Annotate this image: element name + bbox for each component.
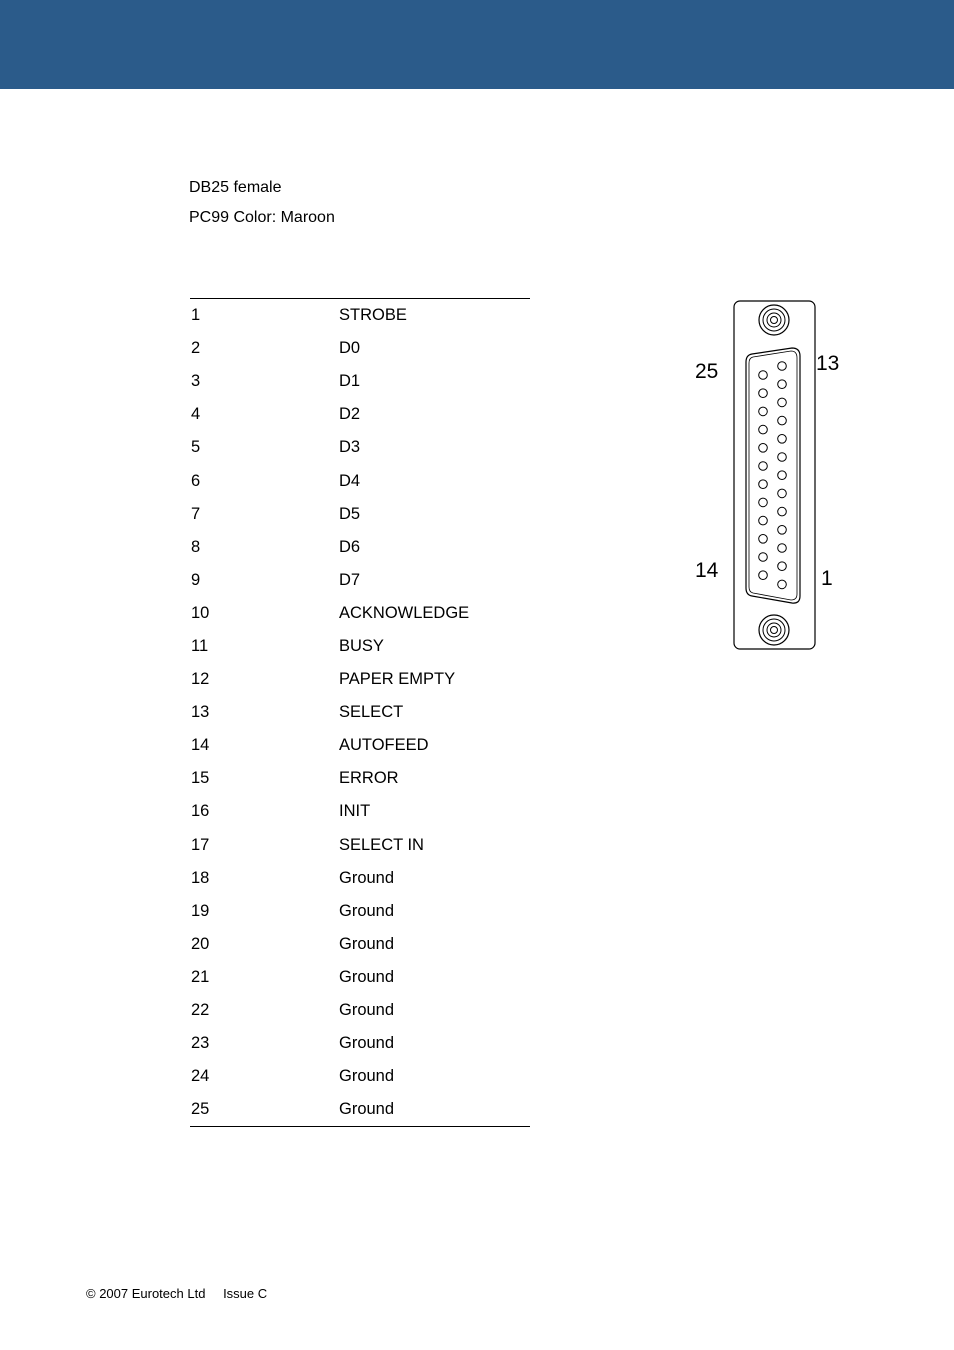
pin-hole	[778, 471, 787, 480]
pin-signal: SELECT IN	[339, 835, 424, 854]
pin-number: 9	[191, 570, 201, 589]
table-row	[190, 961, 530, 994]
table-row	[190, 1027, 530, 1060]
table-row	[190, 696, 530, 729]
pin-signal: ERROR	[339, 769, 399, 788]
db25-connector-diagram	[690, 296, 850, 658]
pin-signal: PAPER EMPTY	[339, 670, 456, 689]
pin-number: 11	[191, 636, 209, 655]
pin-hole	[759, 389, 768, 398]
table-row	[190, 498, 530, 531]
pin-number: 13	[191, 703, 210, 722]
pin-label-14: 14	[695, 559, 719, 582]
pin-hole	[759, 571, 768, 580]
screw-top	[759, 305, 789, 335]
db25-connector-icon	[690, 296, 850, 658]
pin-number: 6	[191, 471, 201, 490]
pin-hole	[778, 507, 787, 516]
table-row	[190, 829, 530, 862]
pin-signal: SELECT	[339, 703, 404, 722]
pin-number: 23	[191, 1034, 210, 1053]
pin-label-1: 1	[821, 567, 833, 590]
pin-number: 14	[191, 736, 210, 755]
pin-signal: INIT	[339, 802, 371, 821]
pin-signal: AUTOFEED	[339, 736, 429, 755]
table-row	[190, 564, 530, 597]
pin-signal: Ground	[339, 1067, 395, 1086]
pin-number: 4	[191, 405, 201, 424]
pin-label-25: 25	[695, 360, 719, 383]
pin-hole	[778, 489, 787, 498]
pin-number: 1	[191, 306, 201, 325]
pin-hole	[759, 498, 768, 507]
table-row	[190, 531, 530, 564]
header-band	[0, 0, 954, 89]
pin-number: 22	[191, 1001, 210, 1020]
pin-label-13: 13	[816, 352, 840, 375]
pin-number: 16	[191, 802, 210, 821]
pin-number: 18	[191, 868, 210, 887]
pin-signal: Ground	[339, 1100, 395, 1119]
table-row	[190, 398, 530, 431]
table-row	[190, 630, 530, 663]
table-row	[190, 762, 530, 795]
pin-hole	[759, 535, 768, 544]
table-row	[190, 332, 530, 365]
pin-signal: D0	[339, 339, 361, 358]
table-row	[190, 895, 530, 928]
pin-hole	[778, 453, 787, 462]
footer-copyright: © 2007 Eurotech Ltd	[86, 1286, 206, 1301]
screw-bottom	[759, 615, 789, 645]
table-row	[190, 795, 530, 828]
pin-hole	[778, 526, 787, 535]
pin-number: 19	[191, 901, 210, 920]
pin-hole	[778, 544, 787, 553]
pin-hole	[759, 371, 768, 380]
pin-signal: Ground	[339, 934, 395, 953]
pin-signal: Ground	[339, 967, 395, 986]
pin-hole	[778, 362, 787, 371]
pin-number: 21	[191, 967, 210, 986]
connector-color: PC99 Color: Maroon	[189, 209, 335, 226]
pin-number: 5	[191, 438, 201, 457]
pin-number: 3	[191, 372, 201, 391]
table-row	[190, 1093, 530, 1127]
pinout-table	[190, 298, 530, 1127]
pin-hole	[759, 480, 768, 489]
pin-hole	[759, 425, 768, 434]
table-row	[190, 663, 530, 696]
pin-hole	[759, 516, 768, 525]
table-row	[190, 862, 530, 895]
pin-signal: Ground	[339, 1034, 395, 1053]
pin-hole	[778, 380, 787, 389]
pin-number: 7	[191, 504, 201, 523]
pin-signal: D3	[339, 438, 361, 457]
pin-signal: Ground	[339, 901, 395, 920]
table-row	[190, 928, 530, 961]
pin-number: 20	[191, 934, 210, 953]
pin-number: 8	[191, 537, 201, 556]
pin-number: 25	[191, 1100, 210, 1119]
pin-signal: D5	[339, 504, 361, 523]
table-row	[190, 431, 530, 464]
pin-number: 24	[191, 1067, 210, 1086]
pin-hole	[759, 462, 768, 471]
table-row	[190, 597, 530, 630]
pin-hole	[759, 553, 768, 562]
pin-hole	[778, 580, 787, 589]
pin-number: 12	[191, 670, 210, 689]
table-row	[190, 365, 530, 398]
pin-hole	[778, 398, 787, 407]
pin-signal: STROBE	[339, 306, 407, 325]
pin-hole	[759, 407, 768, 416]
pin-number: 10	[191, 603, 210, 622]
table-row	[190, 464, 530, 497]
pin-signal: D4	[339, 471, 361, 490]
pin-signal: D2	[339, 405, 361, 424]
pin-hole	[778, 562, 787, 571]
table-row	[190, 729, 530, 762]
table-row	[190, 994, 530, 1027]
connector-intro	[189, 178, 335, 238]
table-row	[190, 299, 530, 333]
pin-signal: ACKNOWLEDGE	[339, 603, 470, 622]
pin-hole	[778, 416, 787, 425]
pin-signal: Ground	[339, 868, 395, 887]
pin-signal: BUSY	[339, 636, 384, 655]
pin-signal: Ground	[339, 1001, 395, 1020]
pin-hole	[778, 435, 787, 444]
pin-number: 15	[191, 769, 210, 788]
connector-d-shape-outer	[746, 348, 800, 603]
table-row	[190, 1060, 530, 1093]
pin-signal: D1	[339, 372, 361, 391]
connector-type: DB25 female	[189, 179, 282, 196]
pin-number: 2	[191, 339, 201, 358]
pin-number: 17	[191, 835, 210, 854]
pin-signal: D6	[339, 537, 361, 556]
page-footer	[86, 1286, 267, 1301]
pin-signal: D7	[339, 570, 361, 589]
footer-issue: Issue C	[223, 1286, 268, 1301]
pin-hole	[759, 444, 768, 453]
